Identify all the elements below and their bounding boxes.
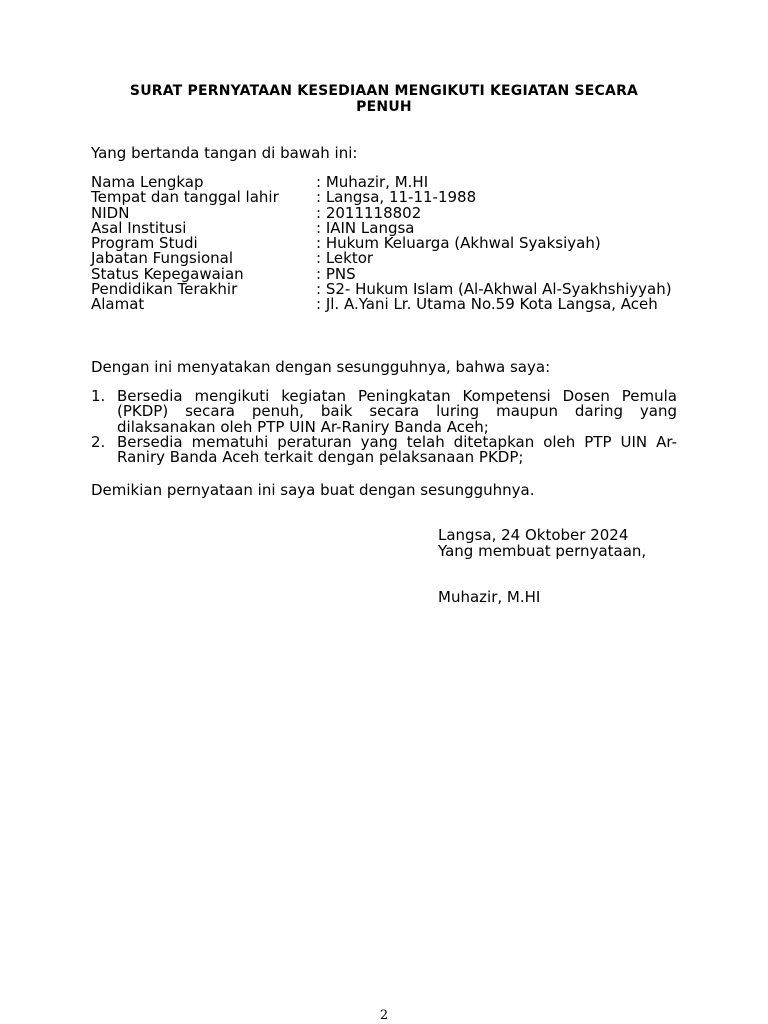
identity-label: Status Kepegawaian (91, 264, 244, 283)
identity-label: Tempat dan tanggal lahir (91, 188, 279, 207)
statement-list (91, 389, 677, 465)
list-text: Bersedia mematuhi peraturan yang telah ditetapkan oleh PTP UIN Ar-Raniry Banda Aceh terkait dengan pelaksanaan PKDP; (117, 432, 677, 467)
list-item (91, 389, 677, 435)
identity-label: NIDN (91, 203, 130, 222)
signer-role: Yang membuat pernyataan, (438, 542, 647, 560)
identity-value: : PNS (316, 264, 356, 283)
identity-label: Pendidikan Terakhir (91, 280, 238, 299)
identity-label: Jabatan Fungsional (91, 249, 234, 268)
identity-value: : Muhazir, M.HI (316, 173, 429, 191)
page-number: 2 (379, 1008, 389, 1023)
identity-table (91, 175, 672, 313)
signer-name: Muhazir, M.HI (438, 588, 541, 606)
identity-label: Nama Lengkap (91, 173, 204, 191)
list-text: Bersedia mengikuti kegiatan Peningkatan Kompetensi Dosen Pemula (PKDP) secara penuh, baik secara luring maupun daring yang dilaksanakan oleh PTP UIN Ar-Raniry Banda Aceh; (117, 387, 677, 436)
identity-value: : 2011118802 (316, 203, 422, 222)
identity-value: : Hukum Keluarga (Akhwal Syaksiyah) (316, 234, 601, 253)
identity-value: : IAIN Langsa (316, 218, 415, 237)
closing-text: Demikian pernyataan ini saya buat dengan sesungguhnya. (91, 481, 535, 499)
place-date: Langsa, 24 Oktober 2024 (438, 526, 629, 544)
identity-value: : Jl. A.Yani Lr. Utama No.59 Kota Langsa, Aceh (316, 295, 658, 314)
list-item (91, 432, 677, 467)
signature-block (438, 527, 646, 559)
identity-value: : S2- Hukum Islam (Al-Akhwal Al-Syakhshiyyah) (316, 280, 672, 299)
identity-value: : Lektor (316, 249, 374, 268)
identity-value: : Langsa, 11-11-1988 (316, 188, 477, 207)
list-number: 1. (91, 387, 106, 405)
list-number: 2. (91, 432, 106, 451)
identity-label: Program Studi (91, 234, 198, 253)
intro-text: Yang bertanda tangan di bawah ini: (91, 144, 358, 162)
identity-label: Asal Institusi (91, 218, 187, 237)
identity-row-address (91, 297, 672, 312)
document-title: SURAT PERNYATAAN KESEDIAAN MENGIKUTI KEGIATAN SECARA PENUH (129, 83, 639, 115)
identity-label: Alamat (91, 295, 145, 314)
statement-text: Dengan ini menyatakan dengan sesungguhnya, bahwa saya: (91, 358, 551, 376)
